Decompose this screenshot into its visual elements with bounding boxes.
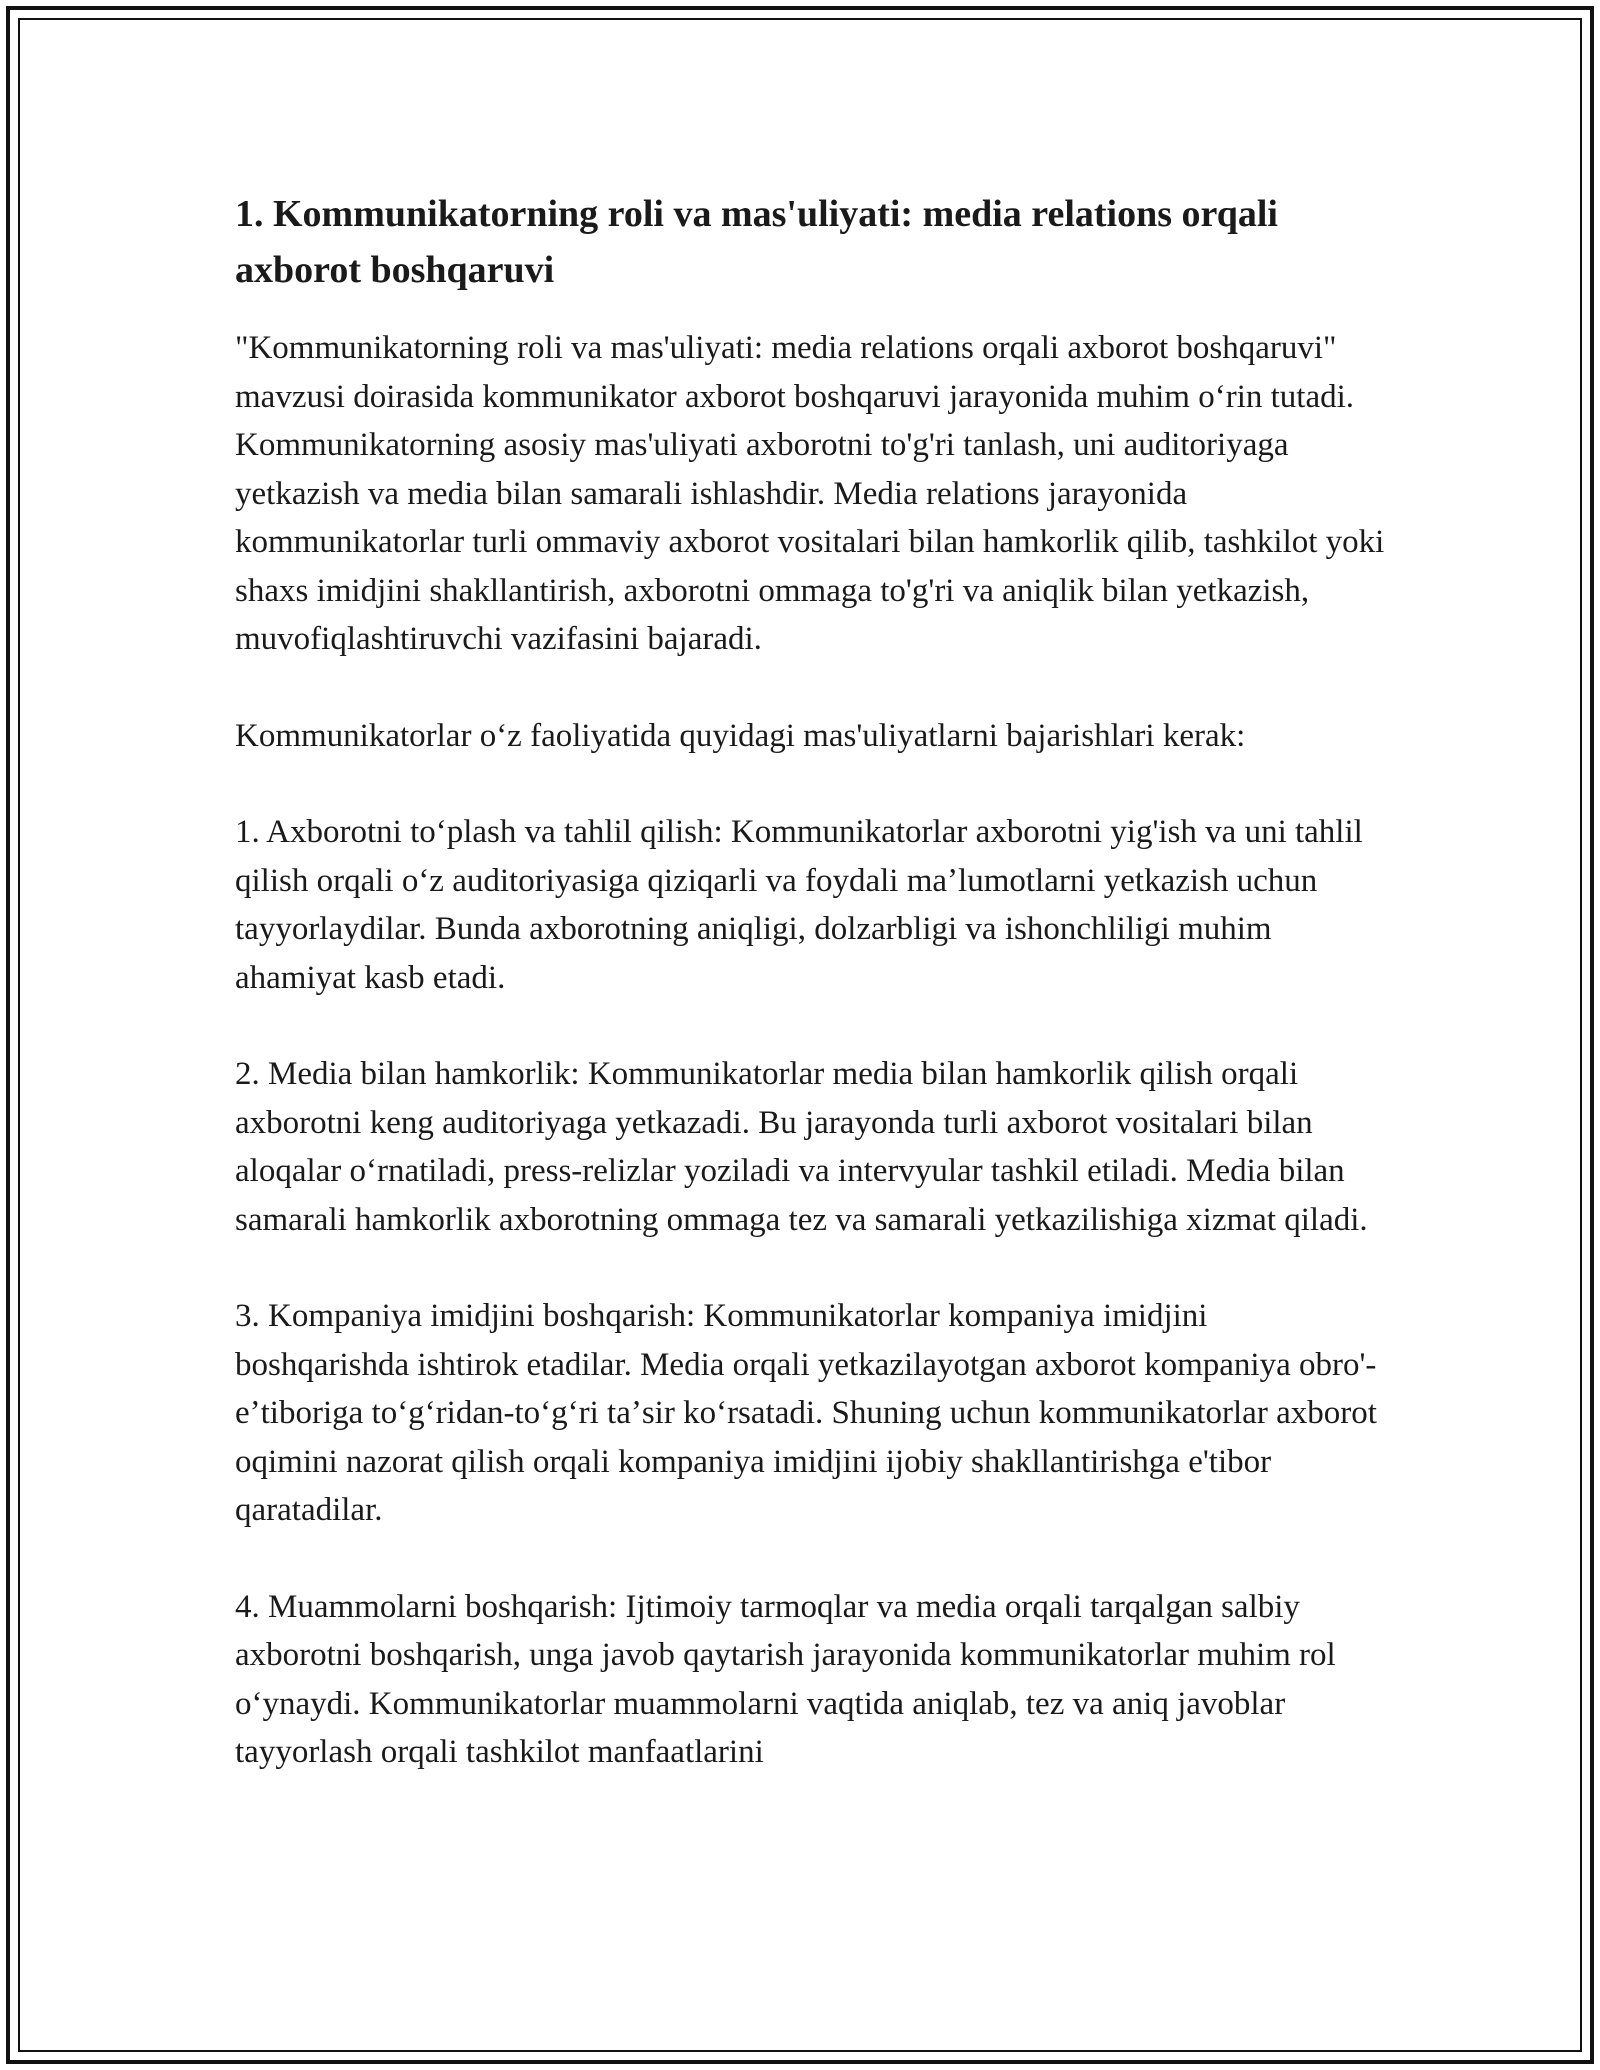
responsibility-item-1: 1. Axborotni toʻplash va tahlil qilish: Kommunikatorlar axborotni yig'ish va uni tahlil qilish orqali oʻz auditoriyasiga qiziqarli va foydali maʼlumotlarni yetkazish uchun tayyorlaydilar. Bunda axborotning aniqligi, dolzarbligi va ishonchliligi muhim ahamiyat kasb etadi. [235,814,1363,996]
intro-paragraph: "Kommunikatorning roli va mas'uliyati: media relations orqali axborot boshqaruvi" mavzusi doirasida kommunikator axborot boshqaruvi jarayonida muhim oʻrin tutadi. Kommunikatorning asosiy mas'uliyati axborotni to'g'ri tanlash, uni auditoriyaga yetkazish va media bilan samarali ishlashdir. Media relations jarayonida kommunikatorlar turli ommaviy axborot vositalari bilan hamkorlik qilib, tashkilot yoki shaxs imidjini shakllantirish, axborotni ommaga to'g'ri va aniqlik bilan yetkazish, muvofiqlashtiruvchi vazifasini bajaradi. [235,330,1385,657]
document-title: 1. Kommunikatorning roli va mas'uliyati: media relations orqali axborot boshqaruvi [235,193,1278,291]
responsibilities-lead-paragraph: Kommunikatorlar oʻz faoliyatida quyidagi mas'uliyatlarni bajarishlari kerak: [235,717,1246,754]
responsibility-item-3: 3. Kompaniya imidjini boshqarish: Kommunikatorlar kompaniya imidjini boshqarishda ishtirok etadilar. Media orqali yetkazilayotgan axborot kompaniya obro'-eʼtiboriga toʻgʻridan-toʻgʻri taʼsir koʻrsatadi. Shuning uchun kommunikatorlar axborot oqimini nazorat qilish orqali kompaniya imidjini ijobiy shakllantirishga e'tibor qaratadilar. [235,1298,1377,1528]
responsibility-item-4: 4. Muammolarni boshqarish: Ijtimoiy tarmoqlar va media orqali tarqalgan salbiy axborotni boshqarish, unga javob qaytarish jarayonida kommunikatorlar muhim rol oʻynaydi. Kommunikatorlar muammolarni vaqtida aniqlab, tez va aniq javoblar tayyorlash orqali tashkilot manfaatlarini [235,1588,1336,1770]
responsibility-item-2: 2. Media bilan hamkorlik: Kommunikatorlar media bilan hamkorlik qilish orqali axborotni keng auditoriyaga yetkazadi. Bu jarayonda turli axborot vositalari bilan aloqalar oʻrnatiladi, press-relizlar yoziladi va intervyular tashkil etiladi. Media bilan samarali hamkorlik axborotning ommaga tez va samarali yetkazilishiga xizmat qiladi. [235,1056,1368,1238]
document-body [235,186,1385,1825]
